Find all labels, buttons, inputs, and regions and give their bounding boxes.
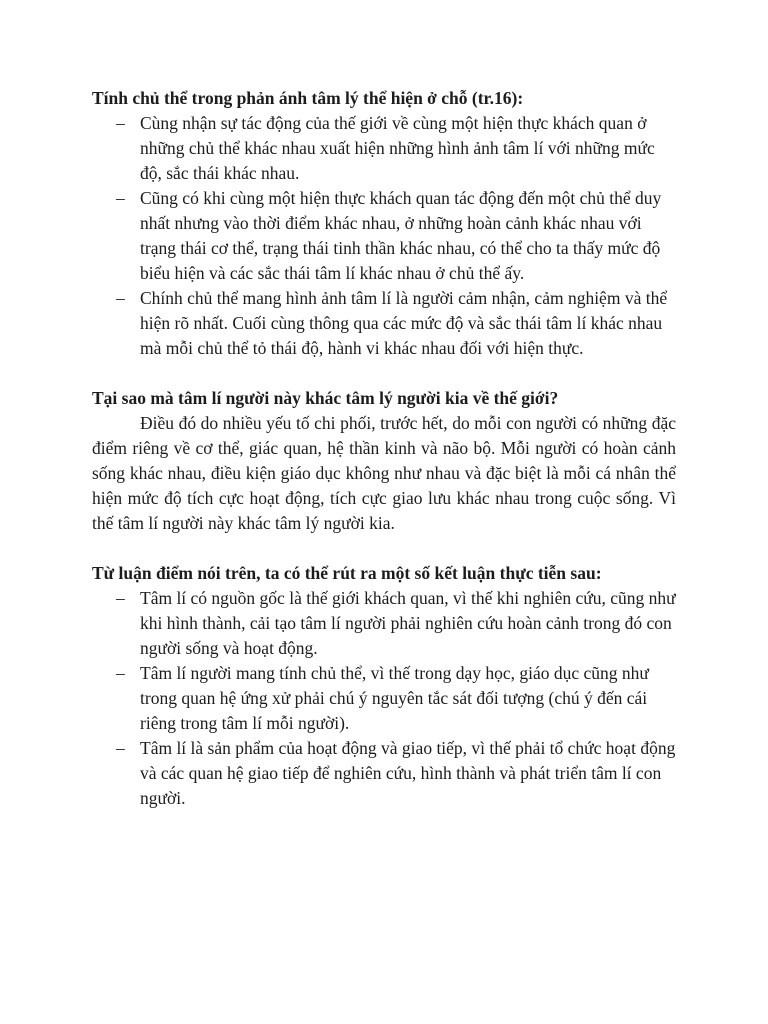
list-item-text: Cũng có khi cùng một hiện thực khách quan tác động đến một chủ thể duy nhất nhưng vào thời điểm khác nhau, ở những hoàn cảnh khác nhau với trạng thái cơ thể, trạng thái tinh thần khác nhau, có thể cho ta thấy mức độ biểu hiện và các sắc thái tâm lí khác nhau ở chủ thể ấy. <box>140 188 662 283</box>
list-item <box>116 286 676 361</box>
section-gap <box>92 536 676 561</box>
section-heading: Tại sao mà tâm lí người này khác tâm lý người kia về thế giới? <box>92 388 559 408</box>
section-why-different <box>92 386 676 536</box>
list-item-text: Tâm lí có nguồn gốc là thế giới khách quan, vì thế khi nghiên cứu, cũng như khi hình thành, cải tạo tâm lí người phải nghiên cứu hoàn cảnh trong đó con người sống và hoạt động. <box>140 588 676 658</box>
list-item-text: Chính chủ thể mang hình ảnh tâm lí là người cảm nhận, cảm nghiệm và thể hiện rõ nhất. Cuối cùng thông qua các mức độ và sắc thái tâm lí khác nhau mà mỗi chủ thể tỏ thái độ, hành vi khác nhau đối với hiện thực. <box>140 288 668 358</box>
body-paragraph: Điều đó do nhiều yếu tố chi phối, trước hết, do mỗi con người có những đặc điểm riêng về cơ thể, giác quan, hệ thần kinh và não bộ. Mỗi người có hoàn cảnh sống khác nhau, điều kiện giáo dục không như nhau và đặc biệt là mỗi cá nhân thể hiện mức độ tích cực hoạt động, tích cực giao lưu khác nhau trong cuộc sống. Vì thế tâm lí người này khác tâm lý người kia. <box>92 413 676 533</box>
section-heading: Từ luận điểm nói trên, ta có thể rút ra một số kết luận thực tiễn sau: <box>92 563 602 583</box>
list-item <box>116 661 676 736</box>
bullet-dash: – <box>116 738 125 758</box>
list-item-text: Cùng nhận sự tác động của thế giới về cùng một hiện thực khách quan ở những chủ thể khác nhau xuất hiện những hình ảnh tâm lí với những mức độ, sắc thái khác nhau. <box>140 113 655 183</box>
list-item-text: Tâm lí người mang tính chủ thể, vì thế trong dạy học, giáo dục cũng như trong quan hệ ứng xử phải chú ý nguyên tắc sát đối tượng (chú ý đến cái riêng trong tâm lí mỗi người). <box>140 663 649 733</box>
bullet-dash: – <box>116 113 125 133</box>
list-item <box>116 736 676 811</box>
list-item <box>116 186 676 286</box>
list-item-text: Tâm lí là sản phẩm của hoạt động và giao tiếp, vì thế phải tổ chức hoạt động và các quan hệ giao tiếp để nghiên cứu, hình thành và phát triển tâm lí con người. <box>140 738 676 808</box>
section-subjectivity <box>92 86 676 361</box>
bullet-dash: – <box>116 588 125 608</box>
list-item <box>116 586 676 661</box>
section-gap <box>92 361 676 386</box>
bullet-list <box>92 586 676 811</box>
section-heading: Tính chủ thể trong phản ánh tâm lý thể hiện ở chỗ (tr.16): <box>92 88 524 108</box>
bullet-dash: – <box>116 663 125 683</box>
list-item <box>116 111 676 186</box>
bullet-list <box>92 111 676 361</box>
section-conclusions <box>92 561 676 811</box>
bullet-dash: – <box>116 188 125 208</box>
bullet-dash: – <box>116 288 125 308</box>
